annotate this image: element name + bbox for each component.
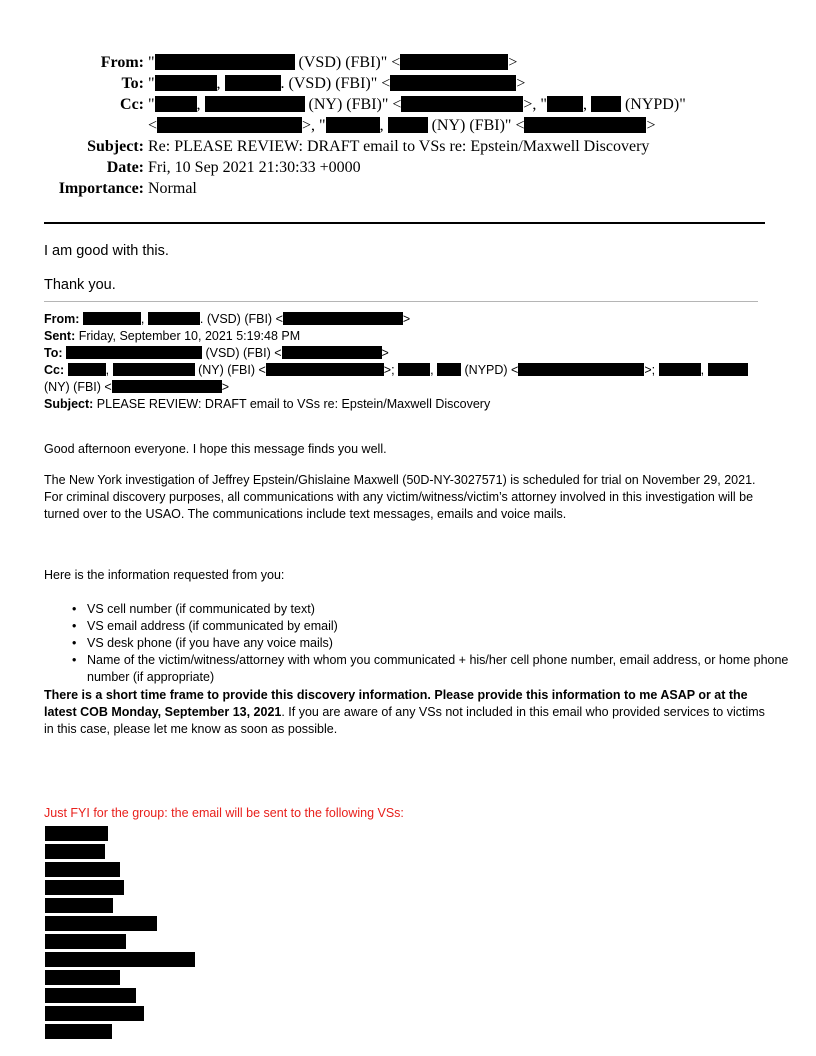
redaction-bar	[45, 1024, 112, 1039]
redaction-bar	[68, 363, 106, 376]
quoted-subject: PLEASE REVIEW: DRAFT email to VSs re: Epstein/Maxwell Discovery	[93, 397, 491, 411]
redaction-bar	[45, 916, 157, 931]
redaction-bar	[148, 312, 200, 325]
fyi-note: Just FYI for the group: the email will be sent to the following VSs:	[44, 806, 404, 820]
cc-agency: (NY) (FBI)" <	[304, 96, 402, 113]
cc-open-quote: "	[148, 96, 155, 113]
header-divider	[44, 222, 765, 224]
header-to-label: To:	[121, 75, 144, 92]
header-date-label: Date:	[106, 159, 144, 176]
cc-close: >	[646, 117, 656, 134]
quoted-sent-row	[44, 328, 766, 345]
requested-info-list	[44, 601, 794, 686]
redaction-bar	[45, 934, 126, 949]
redaction-bar	[45, 862, 120, 877]
redaction-bar	[401, 96, 523, 112]
redaction-bar	[157, 117, 302, 133]
redaction-bar	[708, 363, 748, 376]
redaction-bar	[45, 880, 124, 895]
from-open-quote: "	[148, 54, 155, 71]
quote-divider	[44, 301, 758, 302]
redaction-bar	[437, 363, 461, 376]
redaction-bar	[518, 363, 644, 376]
redaction-bar	[45, 826, 108, 841]
cc-comma: ,	[379, 117, 384, 134]
redaction-bar	[66, 346, 202, 359]
quoted-subject-row	[44, 396, 766, 413]
to-agency: . (VSD) (FBI)" <	[280, 75, 391, 92]
redaction-bar	[155, 96, 197, 112]
redaction-bar	[83, 312, 141, 325]
quoted-cc-row: Cc: , (NY) (FBI) < >; , (NYPD) < >; ,	[44, 362, 766, 379]
redaction-bar	[45, 988, 136, 1003]
requested-info-intro: Here is the information requested from you:	[44, 568, 285, 582]
cc-comma: ,	[196, 96, 201, 113]
greeting-paragraph: Good afternoon everyone. I hope this message finds you well.	[44, 442, 387, 456]
quoted-to-label: To:	[44, 346, 63, 360]
redaction-bar	[155, 54, 295, 70]
deadline-paragraph	[44, 687, 766, 738]
redaction-bar	[225, 75, 281, 91]
redaction-bar	[659, 363, 701, 376]
redaction-bar	[524, 117, 646, 133]
quoted-to-agency: (VSD) (FBI) <	[202, 346, 282, 360]
quoted-cc-label: Cc:	[44, 363, 65, 377]
redaction-bar	[45, 1006, 144, 1021]
redaction-bar	[205, 96, 305, 112]
header-date: Fri, 10 Sep 2021 21:30:33 +0000	[148, 159, 361, 176]
reply-body	[44, 241, 169, 309]
header-to-row	[0, 73, 816, 94]
deadline-bold-text: There is a short time frame to provide this discovery information. Please provide this information to me ASAP or at the latest COB Monday, September 13, 2021	[44, 688, 748, 719]
header-cc-row	[0, 94, 816, 115]
header-cc-row-continued	[0, 115, 816, 136]
redacted-recipient-list	[45, 826, 195, 1042]
to-close: >	[516, 75, 526, 92]
redaction-bar	[326, 117, 380, 133]
header-importance-label: Importance:	[58, 180, 144, 197]
quoted-cc-row-continued: (NY) (FBI) < >	[44, 380, 230, 394]
redaction-bar	[400, 54, 508, 70]
redaction-bar	[112, 380, 222, 393]
quoted-from-label: From:	[44, 312, 80, 326]
cc-open-angle: <	[148, 117, 158, 134]
header-date-row	[0, 157, 816, 178]
to-comma: ,	[216, 75, 221, 92]
redaction-bar	[113, 363, 195, 376]
redaction-bar	[266, 363, 384, 376]
quoted-sent-label: Sent:	[44, 329, 76, 343]
redaction-bar	[155, 75, 217, 91]
quoted-from-row: From: , . (VSD) (FBI) < >	[44, 312, 411, 326]
cc-agency: (NYPD)"	[620, 96, 686, 113]
header-from-row	[0, 52, 816, 73]
list-item: • VS desk phone (if you have any voice mails)	[72, 635, 794, 652]
redaction-bar	[282, 346, 382, 359]
email-header	[0, 52, 816, 199]
redaction-bar	[398, 363, 430, 376]
from-agency: (VSD) (FBI)" <	[294, 54, 401, 71]
redaction-bar	[283, 312, 403, 325]
header-cc-label: Cc:	[120, 96, 144, 113]
header-importance: Normal	[148, 180, 197, 197]
redaction-bar	[547, 96, 583, 112]
header-subject: Re: PLEASE REVIEW: DRAFT email to VSs re: Epstein/Maxwell Discovery	[148, 138, 650, 155]
investigation-paragraph: The New York investigation of Jeffrey Epstein/Ghislaine Maxwell (50D-NY-3027571) is scheduled for trial on November 29, 2021. For criminal discovery purposes, all communications with any victim/witness/victim’s attorney involved in this investigation will be turned over to the USAO. The communications include text messages, emails and voice mails.	[44, 473, 756, 521]
cc-comma: ,	[582, 96, 587, 113]
quoted-header	[44, 311, 766, 413]
redaction-bar	[45, 844, 105, 859]
list-item: • VS email address (if communicated by email)	[72, 618, 794, 635]
cc-separator: >, "	[302, 117, 326, 134]
header-from-label: From:	[100, 54, 144, 71]
redaction-bar	[591, 96, 621, 112]
redaction-bar	[45, 898, 113, 913]
to-open-quote: "	[148, 75, 155, 92]
list-item: • VS cell number (if communicated by text)	[72, 601, 794, 618]
redaction-bar	[45, 952, 195, 967]
cc-separator: >, "	[523, 96, 547, 113]
header-importance-row	[0, 178, 816, 199]
quoted-from-agency: . (VSD) (FBI) <	[199, 312, 283, 326]
list-item: • Name of the victim/witness/attorney with whom you communicated + his/her cell phone number, email address, or home phone number (if appropriate)	[72, 652, 794, 686]
from-close: >	[508, 54, 518, 71]
quoted-subject-label: Subject:	[44, 397, 94, 411]
redaction-bar	[390, 75, 516, 91]
reply-line: Thank you.	[44, 277, 116, 293]
quoted-sent: Friday, September 10, 2021 5:19:48 PM	[75, 329, 301, 343]
redaction-bar	[45, 970, 120, 985]
cc-agency: (NY) (FBI)" <	[427, 117, 525, 134]
quoted-to-row: To: (VSD) (FBI) < >	[44, 346, 389, 360]
deadline-rest-text: . If you are aware of any VSs not included in this email who provided services to victims in this case, please let me know as soon as possible.	[44, 705, 765, 736]
redaction-bar	[388, 117, 428, 133]
header-subject-label: Subject:	[87, 138, 144, 155]
reply-line: I am good with this.	[44, 243, 169, 259]
header-subject-row	[0, 136, 816, 157]
